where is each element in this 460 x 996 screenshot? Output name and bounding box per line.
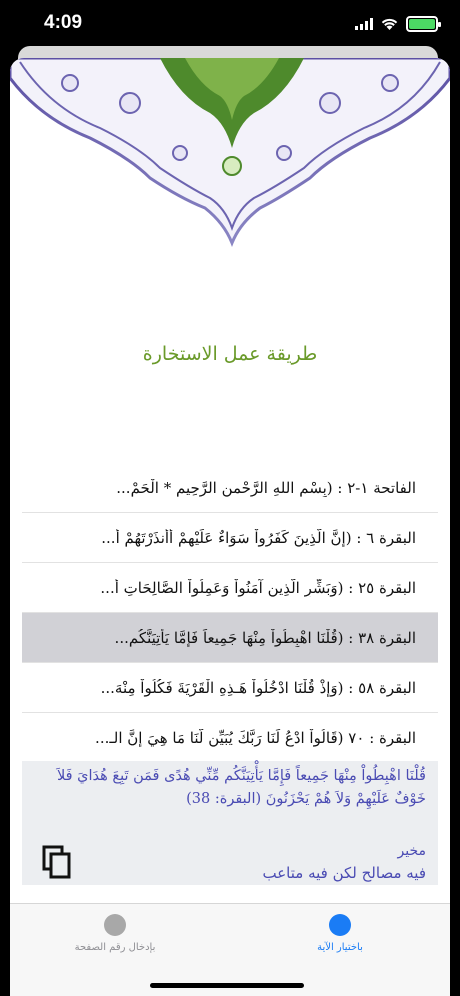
result-status: مخير bbox=[397, 843, 426, 859]
status-time: 4:09 bbox=[44, 12, 83, 33]
tab-label: بإدخال رقم الصفحة bbox=[74, 942, 156, 953]
verse-item[interactable] bbox=[22, 563, 438, 613]
home-indicator bbox=[150, 983, 304, 988]
ornament-decoration bbox=[10, 58, 450, 248]
verse-item-label: البقرة ٥٨ : (وَإِذْ قُلْنَا ادْخُلُواْ هَـذِهِ الْقَرْيَةَ فَكُلُواْ مِنْهَ... bbox=[100, 678, 416, 697]
battery-icon bbox=[406, 16, 438, 32]
result-verse-text: قُلْنَا اهْبِطُواْ مِنْهَا جَمِيعاً فَإِمَّا يَأْتِيَنَّكُم مِّنِّي هُدًى فَمَن تَبِعَ هُدَايَ فَلاَ خَوْفٌ عَلَيْهِمْ وَلاَ هُمْ يَحْزَنُونَ (البقرة: 38) bbox=[56, 768, 426, 807]
tab-bar bbox=[10, 903, 450, 996]
tab-label: باختيار الآية bbox=[317, 942, 363, 953]
page-number-tab-icon bbox=[104, 914, 126, 936]
verse-item-label: البقرة ٦ : (إِنَّ الَّذِينَ كَفَرُواْ سَوَاءٌ عَلَيْهِمْ أَأَنذَرْتَهُمْ أ... bbox=[101, 528, 416, 547]
verse-item[interactable] bbox=[22, 713, 438, 763]
verse-item[interactable] bbox=[22, 663, 438, 713]
verse-item[interactable] bbox=[22, 513, 438, 563]
verse-item-label: البقرة ٢٥ : (وَبَشِّرِ الَّذِين آمَنُواْ وَعَمِلُواْ الصَّالِحَاتِ أ... bbox=[100, 578, 416, 597]
tab-page-number[interactable] bbox=[45, 914, 185, 953]
tab-verse-select[interactable] bbox=[270, 914, 410, 953]
verse-select-tab-icon bbox=[329, 914, 351, 936]
page-title: طريقة عمل الاستخارة bbox=[142, 343, 318, 365]
status-icons bbox=[355, 16, 438, 32]
verse-item-label: البقرة : ٧٠ (قَالُواْ ادْعُ لَنَا رَبَّكَ يُبَيِّن لَّنَا مَا هِيَ إِنَّ الـ... bbox=[95, 728, 416, 747]
result-note: فيه مصالح لكن فيه متاعب bbox=[262, 864, 426, 882]
verse-item-selected[interactable] bbox=[22, 613, 438, 663]
result-panel bbox=[22, 761, 438, 885]
verse-item[interactable] bbox=[22, 463, 438, 513]
sheet bbox=[10, 58, 450, 996]
verse-list bbox=[22, 463, 438, 763]
status-bar bbox=[0, 0, 460, 48]
signal-icon bbox=[355, 18, 373, 30]
verse-item-label: الفاتحة ١-٢ : (بِسْمِ اللهِ الرَّحْمنِ الرَّحِيمِ * الْحَمْ... bbox=[116, 478, 416, 497]
copy-icon[interactable] bbox=[42, 845, 72, 879]
wifi-icon bbox=[381, 18, 398, 30]
verse-item-label: البقرة ٣٨ : (قُلْنَا اهْبِطُواْ مِنْهَا جَمِيعاً فَإِمَّا يَأْتِيَنَّكُم... bbox=[114, 628, 416, 647]
